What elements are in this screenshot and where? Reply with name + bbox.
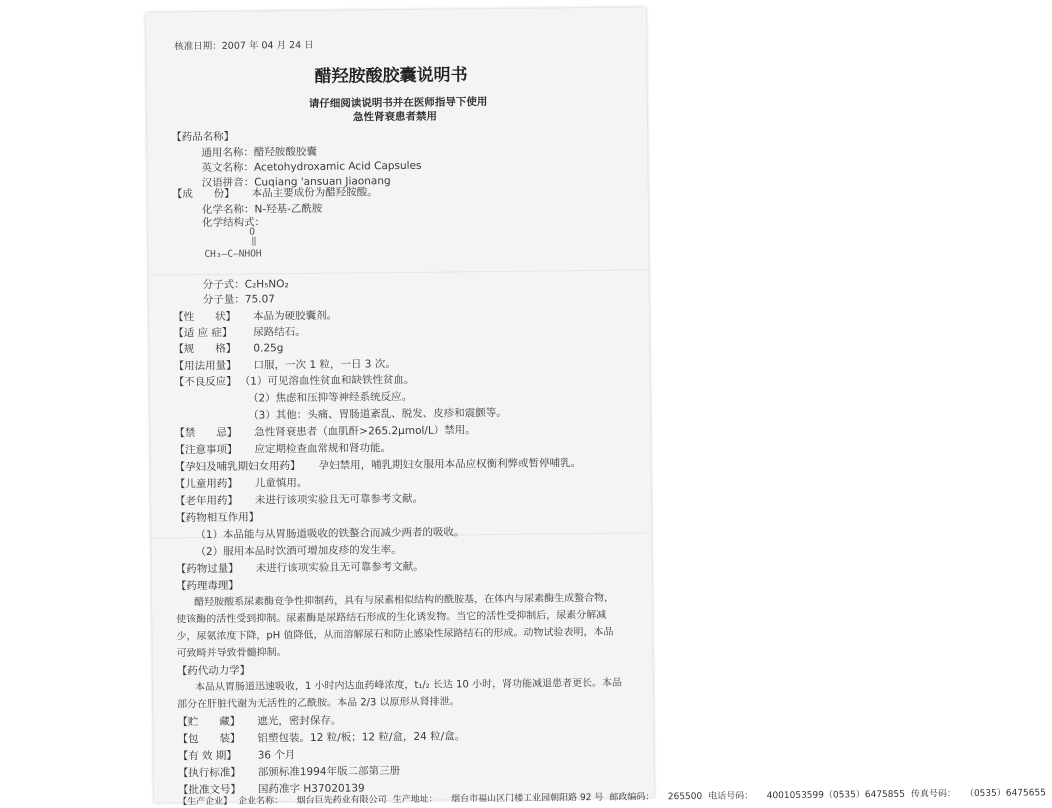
leaflet-paper bbox=[146, 7, 1046, 808]
standard-text: 部颁标准1994年版二部第三册 bbox=[257, 765, 401, 779]
chemical-name: 化学名称：N-羟基-乙酰胺 bbox=[201, 202, 323, 217]
geriatric-text: 未进行该项实验且无可靠参考文献。 bbox=[254, 492, 424, 507]
section-header-storage: 【贮 藏】 bbox=[177, 715, 241, 729]
molecular-formula: 分子式：C₂H₅NO₂ bbox=[202, 278, 289, 292]
section-header-composition: 【成 份】 bbox=[171, 187, 235, 201]
manufacturer-header: 【生产企业】 bbox=[178, 796, 233, 808]
manufacturer-name: 企业名称： 烟台巨先药业有限公司 bbox=[238, 795, 387, 807]
section-header-contraindications: 【禁 忌】 bbox=[174, 426, 238, 440]
section-header-interactions: 【药物相互作用】 bbox=[175, 511, 260, 525]
section-header-package: 【包 装】 bbox=[177, 732, 241, 746]
package-text: 铝塑包装。12 粒/板；12 粒/盒，24 粒/盒。 bbox=[257, 730, 466, 745]
english-name: 英文名称：Acetohydroxamic Acid Capsules bbox=[201, 159, 422, 175]
specification-text: 0.25g bbox=[253, 342, 284, 355]
pregnancy-text: 孕妇禁用，哺乳期妇女服用本品应权衡利弊或暂停哺乳。 bbox=[318, 457, 582, 472]
structure-double-bond: ‖ bbox=[251, 236, 257, 247]
section-header-standard: 【执行标准】 bbox=[177, 766, 241, 780]
structure-label: 化学结构式： bbox=[202, 216, 266, 230]
section-header-indications: 【适 应 症】 bbox=[173, 326, 233, 340]
contraindications-text: 急性肾衰患者（血肌酐>265.2μmol/L）禁用。 bbox=[254, 424, 476, 439]
pharmacology-line: 少，尿氨浓度下降，pH 值降低，从而溶解尿石和防止感染性尿路结石的形成。动物试验表明，本品 bbox=[176, 626, 614, 643]
overdose-text: 未进行该项实验且无可靠参考文献。 bbox=[255, 560, 424, 575]
pharmacokinetics-line: 本品从胃肠道迅速吸收，1 小时内达血药峰浓度，t₁/₂ 长达 10 小时，肾功能减退患者更长。本品 bbox=[194, 677, 623, 694]
properties-text: 本品为硬胶囊剂。 bbox=[253, 309, 338, 323]
pharmacology-line: 使该酶的活性受到抑制。尿素酶是尿路结石形成的生化诱发物。当它的活性受抑制后，尿素分解减 bbox=[176, 609, 607, 626]
section-header-properties: 【性 状】 bbox=[173, 310, 237, 324]
manufacturer-fax: 传真号码： （0535）6475655 bbox=[910, 788, 1046, 800]
section-header-drug-name: 【药品名称】 bbox=[171, 130, 235, 144]
section-header-dosage: 【用法用量】 bbox=[173, 359, 237, 373]
dosage-text: 口服，一次 1 粒，一日 3 次。 bbox=[253, 358, 396, 372]
section-header-adverse: 【不良反应】 bbox=[173, 375, 237, 389]
section-header-geriatric: 【老年用药】 bbox=[174, 494, 239, 508]
interaction-item: （2）服用本品时饮酒可增加皮疹的发生率。 bbox=[195, 543, 402, 559]
molecular-weight: 分子量：75.07 bbox=[202, 293, 276, 307]
section-header-pharmacology: 【药理毒理】 bbox=[175, 579, 239, 593]
indications-text: 尿路结石。 bbox=[253, 325, 306, 339]
manufacturer-postcode: 邮政编码： 265500 bbox=[609, 791, 703, 803]
approval-text: 国药准字 H37020139 bbox=[257, 782, 365, 796]
section-header-precautions: 【注意事项】 bbox=[174, 443, 238, 457]
structure-oxygen: O bbox=[249, 226, 255, 238]
chemical-structure bbox=[196, 223, 326, 264]
pharmacokinetics-line: 部分在肝脏代谢为无活性的乙酰胺。本品 2/3 以原形从肾排泄。 bbox=[177, 696, 460, 711]
section-header-pediatric: 【儿童用药】 bbox=[174, 477, 238, 491]
section-header-pharmacokinetics: 【药代动力学】 bbox=[176, 664, 251, 678]
pharmacology-line: 可致畸并导致骨髓抑制。 bbox=[176, 647, 287, 660]
section-header-approval: 【批准文号】 bbox=[177, 783, 242, 797]
pediatric-text: 儿童慎用。 bbox=[254, 476, 308, 490]
section-header-pregnancy: 【孕妇及哺乳期妇女用药】 bbox=[174, 460, 301, 474]
validity-text: 36 个月 bbox=[257, 749, 296, 762]
pinyin-name: 汉语拼音：Cuqiang 'ansuan Jiaonang bbox=[201, 175, 391, 190]
adverse-item: （1）可见溶血性贫血和缺铁性贫血。 bbox=[239, 373, 415, 388]
adverse-item: （3）其他：头痛、胃肠道紊乱、脱发、皮疹和震颤等。 bbox=[248, 406, 507, 422]
composition-main: 本品主要成份为醋羟胺酸。 bbox=[251, 186, 378, 200]
warning-line-2: 急性肾衰患者禁用 bbox=[352, 110, 438, 124]
manufacturer-address: 生产地址： 烟台市福山区门楼工业园朝阳路 92 号 bbox=[392, 792, 604, 806]
section-header-validity: 【有 效 期】 bbox=[177, 749, 237, 763]
manufacturer-phone: 电话号码： 4001053599（0535）6475855 bbox=[708, 789, 905, 802]
precautions-text: 应定期检查血常规和肾功能。 bbox=[254, 442, 392, 456]
generic-name: 通用名称：醋羟胺酸胶囊 bbox=[201, 145, 317, 160]
storage-text: 遮光，密封保存。 bbox=[257, 714, 342, 728]
approval-date: 核准日期：2007 年 04 月 24 日 bbox=[174, 39, 314, 53]
leaflet-title: 醋羟胺酸胶囊说明书 bbox=[314, 65, 468, 87]
structure-formula: CH₃—C—NHOH bbox=[204, 248, 262, 261]
warning-line-1: 请仔细阅读说明书并在医师指导下使用 bbox=[308, 96, 488, 110]
adverse-item: （2）焦虑和压抑等神经系统反应。 bbox=[247, 390, 413, 405]
section-header-specification: 【规 格】 bbox=[173, 342, 237, 356]
pharmacology-line: 醋羟胺酸系尿素酶竞争性抑制药，具有与尿素相似结构的酰胺基，在体内与尿素酶生成螯合物， bbox=[194, 592, 615, 609]
paper-fold bbox=[149, 269, 649, 275]
interaction-item: （1）本品能与从胃肠道吸收的铁螯合而减少两者的吸收。 bbox=[195, 526, 465, 542]
section-header-overdose: 【药物过量】 bbox=[175, 562, 239, 576]
